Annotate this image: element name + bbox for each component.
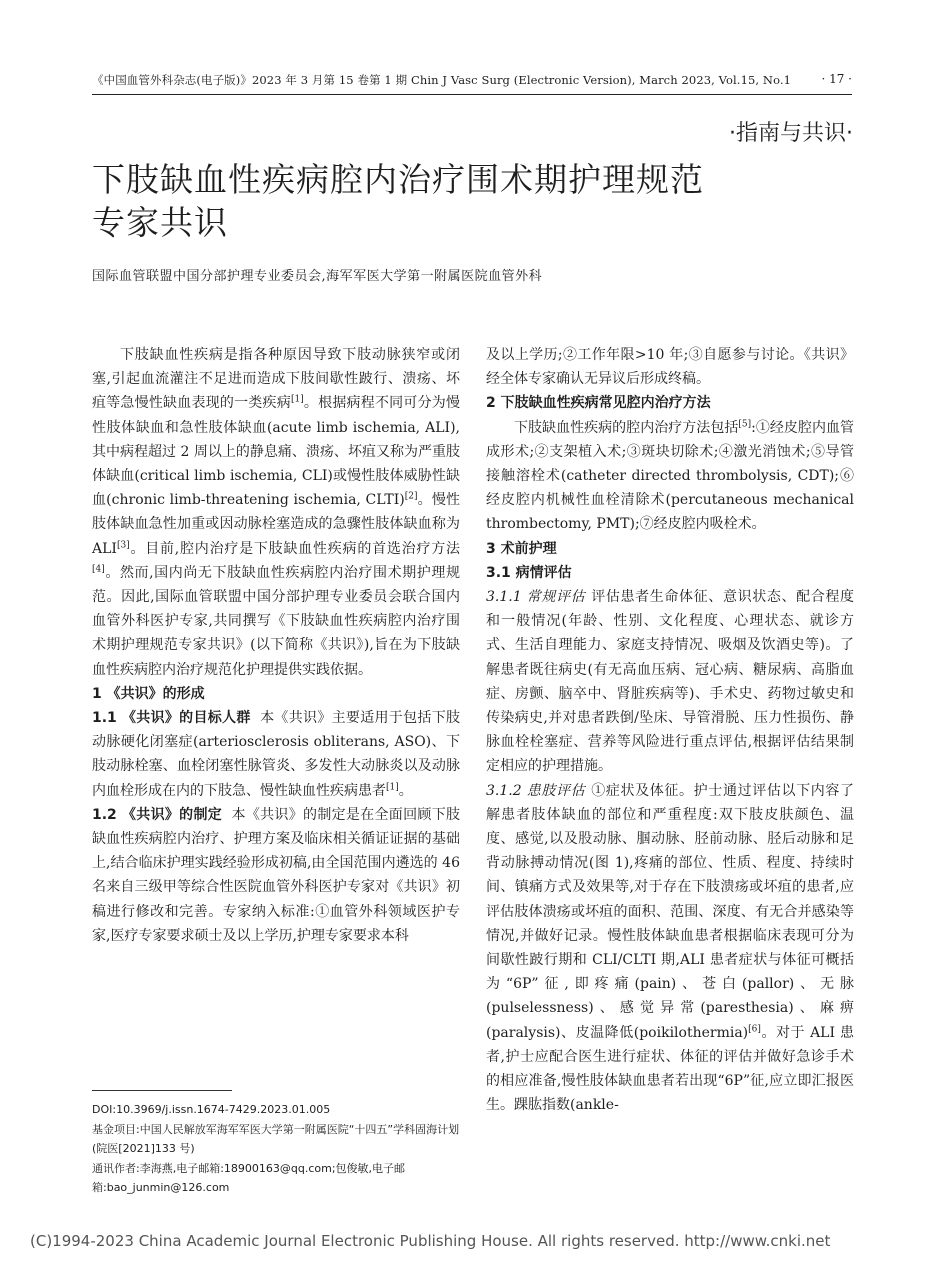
header-rule [92,94,852,95]
heading-2: 2 下肢缺血性疾病常见腔内治疗方法 [486,395,711,412]
title-line-2: 专家共识 [92,203,228,242]
article-title [92,158,852,244]
footnotes [92,1100,460,1198]
correspondence: 通讯作者:李海燕,电子邮箱:18900163@qq.com;包俊敏,电子邮箱:bao_junmin@126.com [92,1161,406,1194]
left-column [92,343,460,948]
section-tag: ·指南与共识· [729,121,853,146]
heading-1: 1 《共识》的形成 [92,685,205,702]
continued-paragraph: 及以上学历;②工作年限>10 年;③自愿参与讨论。《共识》经全体专家确认无异议后形成终稿。 [486,347,854,388]
running-header: 《中国血管外科杂志(电子版)》2023 年 3 月第 15 卷第 1 期 Chin J Vasc Surg (Electronic Version), March 2023, Vol.15, No.1 [92,73,792,87]
intro-paragraph: 下肢缺血性疾病是指各种原因导致下肢动脉狭窄或闭塞,引起血流灌注不足进而造成下肢间歇性跛行、溃疡、坏疽等急慢性缺血表现的一类疾病[1]。根据病程不同可分为慢性肢体缺血和急性肢体缺血(acute limb ischemia, ALI),其中病程超过 2 周以上的静息痛、溃疡、坏疽又称为严重肢体缺血(critical limb ischemia, CLI)或慢性肢体威胁性缺血(chronic limb-threatening ischemia, CLTI)[2]。慢性肢体缺血急性加重或因动脉栓塞造成的急骤性肢体缺血称为 ALI[3]。目前,腔内治疗是下肢缺血性疾病的首选治疗方法[4]。然而,国内尚无下肢缺血性疾病腔内治疗围术期护理规范。因此,国际血管联盟中国分部护理专业委员会联合国内血管外科医护专家,共同撰写《下肢缺血性疾病腔内治疗围术期护理规范专家共识》(以下简称《共识》),旨在为下肢缺血性疾病腔内治疗规范化护理提供实践依据。 [92,347,461,678]
copyright-line: (C)1994-2023 China Academic Journal Electronic Publishing House. All rights reserved. http://www.cnki.net [30,1232,831,1250]
footnote-rule [92,1090,232,1091]
title-line-1: 下肢缺血性疾病腔内治疗围术期护理规范 [92,160,704,199]
fund-note: 基金项目:中国人民解放军海军军医大学第一附属医院“十四五”学科固海计划(院医[2021]133 号) [92,1122,460,1155]
heading-3: 3 术前护理 [486,540,557,557]
right-column [486,343,854,1118]
author-affiliation: 国际血管联盟中国分部护理专业委员会,海军军医大学第一附属医院血管外科 [92,269,543,284]
section-1-2: 1.2 《共识》的制定 本《共识》的制定是在全面回顾下肢缺血性疾病腔内治疗、护理方案及临床相关循证证据的基础上,结合临床护理实践经验形成初稿,由全国范围内遴选的 46 名来自三级甲等综合性医院血管外科医护专家对《共识》初稿进行修改和完善。专家纳入标准:①血管外科领域医护专家,医疗专家要求硕士及以上学历,护理专家要求本科 [92,806,460,944]
section-1-1: 1.1 《共识》的目标人群 本《共识》主要适用于包括下肢动脉硬化闭塞症(arteriosclerosis obliterans, ASO)、下肢动脉栓塞、血栓闭塞性脉管炎、多发性大动脉炎以及动脉内血栓形成在内的下肢急、慢性缺血性疾病患者[1]。 [92,710,460,799]
section-3-1-1: 3.1.1 常规评估 评估患者生命体征、意识状态、配合程度和一般情况(年龄、性别、文化程度、心理状态、就诊方式、生活自理能力、家庭支持情况、吸烟及饮酒史等)。了解患者既往病史(有无高血压病、冠心病、糖尿病、高脂血症、房颤、脑卒中、肾脏疾病等)、手术史、药物过敏史和传染病史,并对患者跌倒/坠床、导管滑脱、压力性损伤、静脉血栓栓塞症、营养等风险进行重点评估,根据评估结果制定相应的护理措施。 [486,589,855,775]
section-3-1-2: 3.1.2 患肢评估 ①症状及体征。护士通过评估以下内容了解患者肢体缺血的部位和严重程度:双下肢皮肤颜色、温度、感觉,以及股动脉、腘动脉、胫前动脉、胫后动脉和足背动脉搏动情况(图 1),疼痛的部位、性质、程度、持续时间、镇痛方式及效果等,对于存在下肢溃疡或坏疽的患者,应评估肢体溃疡或坏疽的面积、范围、深度、有无合并感染等情况,并做好记录。慢性肢体缺血患者根据临床表现可分为间歇性跛行期和 CLI/CLTI 期,ALI 患者症状与体征可概括为“6P”征,即疼痛(pain)、苍白(pallor)、无脉(pulselessness)、感觉异常(paresthesia)、麻痹(paralysis)、皮温降低(poikilothermia)[6]。对于 ALI 患者,护士应配合医生进行症状、体征的评估并做好急诊手术的相应准备,慢性肢体缺血患者若出现“6P”征,应立即汇报医生。踝肱指数(ankle- [486,782,855,1114]
methods-paragraph: 下肢缺血性疾病的腔内治疗方法包括[5]:①经皮腔内血管成形术;②支架植入术;③斑块切除术;④激光消蚀术;⑤导管接触溶栓术(catheter directed thrombolysis, CDT);⑥经皮腔内机械性血栓清除术(percutaneous mechanical thrombectomy, PMT);⑦经皮腔内吸栓术。 [486,418,855,533]
heading-3-1: 3.1 病情评估 [486,564,572,581]
doi: DOI:10.3969/j.issn.1674-7429.2023.01.005 [92,1103,331,1116]
page-number: · 17 · [821,72,852,86]
